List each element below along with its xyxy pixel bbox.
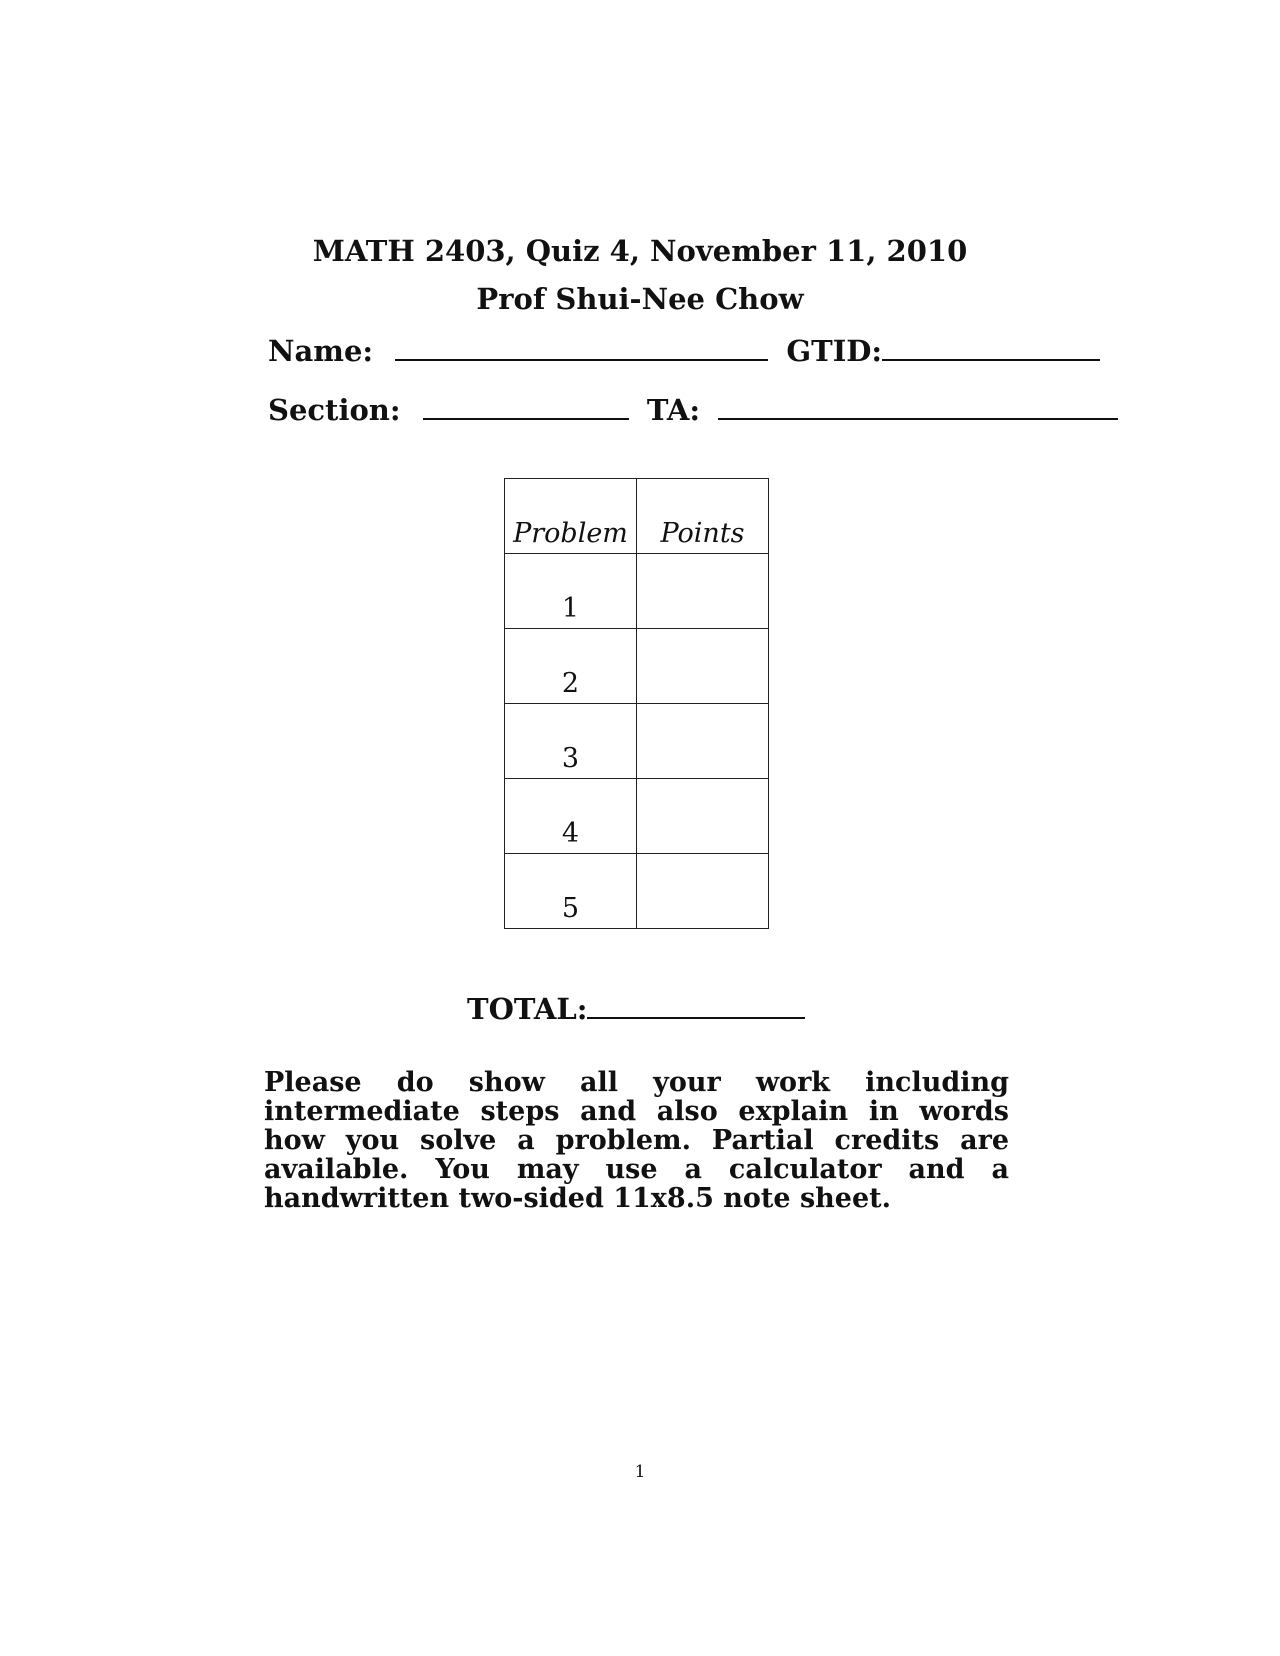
points-column-header: Points xyxy=(637,479,769,554)
name-label: Name: xyxy=(268,334,374,368)
professor-name: Prof Shui-Nee Chow xyxy=(476,282,804,316)
score-table-header-row xyxy=(505,479,769,554)
total-row xyxy=(467,992,805,1026)
score-table xyxy=(504,478,769,929)
total-label: TOTAL: xyxy=(467,992,588,1026)
points-cell[interactable] xyxy=(637,779,769,854)
quiz-title: MATH 2403, Quiz 4, November 11, 2010 xyxy=(312,234,968,268)
table-row xyxy=(505,704,769,779)
table-row xyxy=(505,779,769,854)
problem-number: 2 xyxy=(505,629,637,704)
points-cell[interactable] xyxy=(637,629,769,704)
gtid-blank[interactable] xyxy=(882,358,1100,361)
table-row xyxy=(505,629,769,704)
section-label: Section: xyxy=(268,393,401,427)
problem-column-header: Problem xyxy=(505,479,637,554)
problem-number: 1 xyxy=(505,554,637,629)
gtid-label: GTID: xyxy=(786,334,883,368)
points-cell[interactable] xyxy=(637,554,769,629)
problem-number: 3 xyxy=(505,704,637,779)
table-row xyxy=(505,854,769,929)
problem-number: 4 xyxy=(505,779,637,854)
ta-blank[interactable] xyxy=(718,417,1118,420)
section-ta-row xyxy=(268,393,1118,427)
section-blank[interactable] xyxy=(423,417,629,420)
problem-number: 5 xyxy=(505,854,637,929)
name-blank[interactable] xyxy=(395,358,768,361)
points-cell[interactable] xyxy=(637,854,769,929)
ta-label: TA: xyxy=(646,393,701,427)
points-cell[interactable] xyxy=(637,704,769,779)
total-blank[interactable] xyxy=(587,1016,805,1019)
table-row xyxy=(505,554,769,629)
page-number: 1 xyxy=(634,1462,646,1482)
instructions-paragraph: Please do show all your work including intermediate steps and also explain in words how you solve a problem. Partial credits are available. You may use a calculator and a handwritten two-sided 11x8.5 note sheet. xyxy=(264,1067,1009,1214)
name-gtid-row xyxy=(268,334,1100,368)
